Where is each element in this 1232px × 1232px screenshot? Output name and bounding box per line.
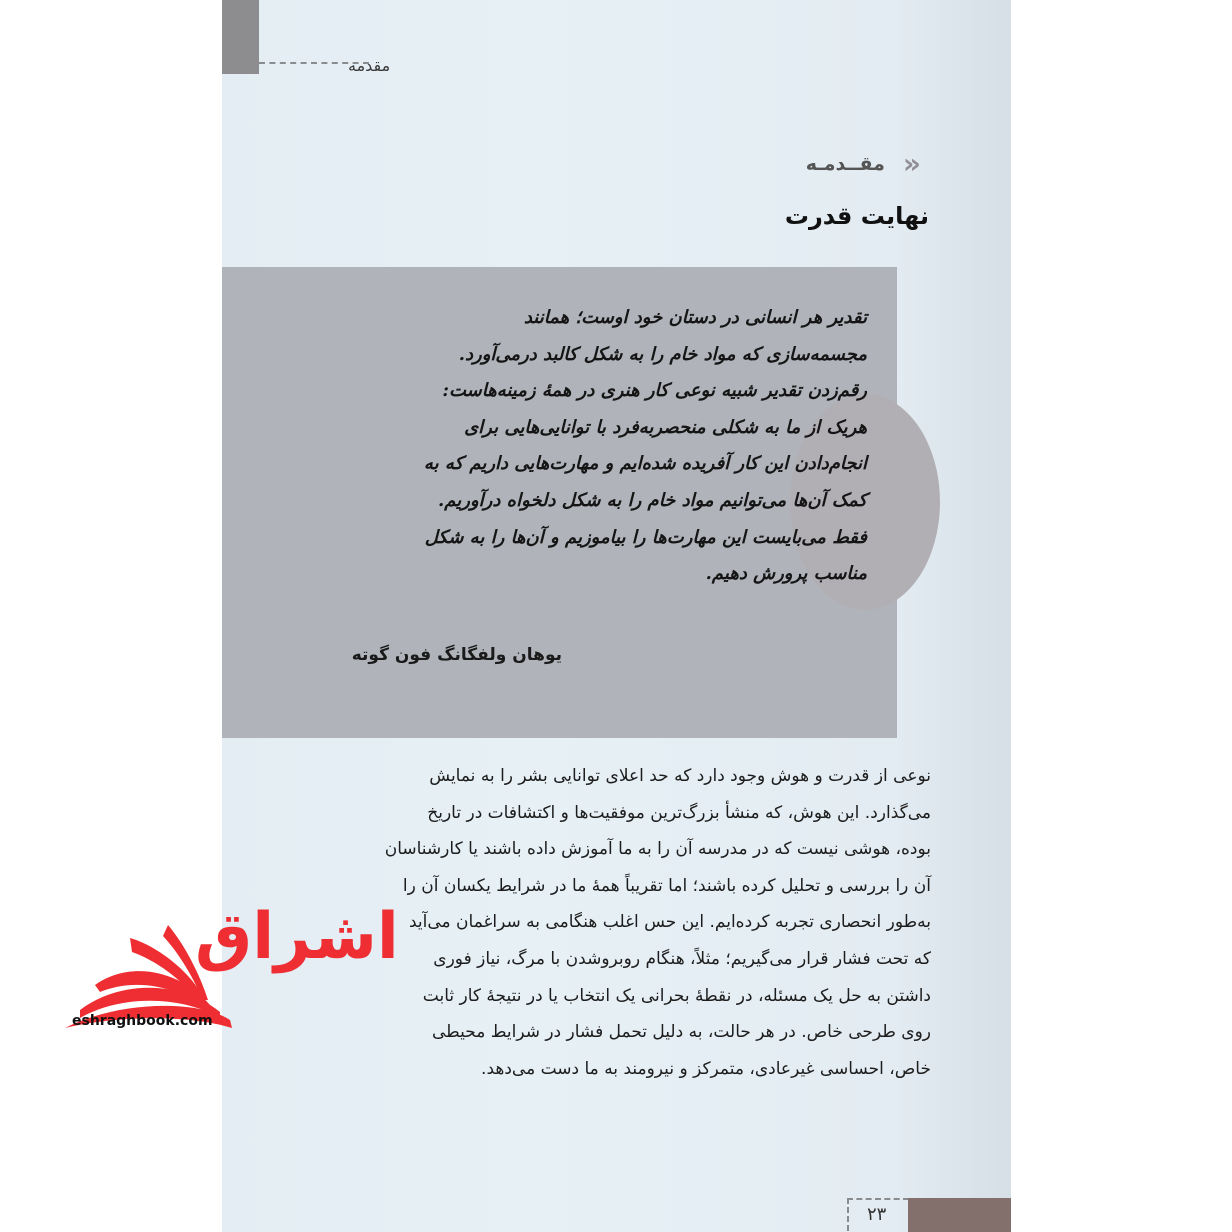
quote-line: رقم‌زدن تقدیر شبیه نوعی کار هنری در همهٔ زمینه‌هاست: bbox=[442, 380, 867, 402]
body-line: روی طرحی خاص. در هر حالت، به دلیل تحمل فشار در شرایط محیطی bbox=[432, 1022, 931, 1043]
body-line: نوعی از قدرت و هوش وجود دارد که حد اعلای توانایی بشر را به نمایش bbox=[429, 766, 931, 786]
chapter-title: نهایت قدرت bbox=[784, 202, 929, 230]
body-line: بوده، هوشی نیست که در مدرسه آن را به ما آموزش داده باشند یا کارشناسان bbox=[384, 839, 931, 860]
double-chevron-left-icon: « bbox=[902, 147, 921, 180]
epigraph-quote bbox=[372, 300, 867, 593]
body-line: می‌گذارد. این هوش، که منشأ بزرگ‌ترین موفقیت‌ها و اکتشافات در تاریخ bbox=[427, 802, 931, 823]
body-line: آن را بررسی و تحلیل کرده باشند؛ اما تقریباً همهٔ ما در شرایط یکسان آن را bbox=[402, 875, 931, 896]
quote-author: یوهان ولفگانگ فون گوته bbox=[351, 645, 562, 665]
body-line: خاص، احساسی غیرعادی، متمرکز و نیرومند به ما دست می‌دهد. bbox=[481, 1058, 931, 1079]
corner-decoration bbox=[222, 0, 259, 74]
section-label-text: مقــدمـه bbox=[805, 153, 885, 175]
book-page bbox=[222, 0, 1011, 1232]
body-line: که تحت فشار قرار می‌گیریم؛ مثلاً، هنگام روبروشدن با مرگ، نیاز فوری bbox=[433, 948, 931, 969]
page-number: ۲۳ bbox=[867, 1204, 887, 1225]
quote-line: مجسمه‌سازی که مواد خام را به شکل کالبد درمی‌آورد. bbox=[458, 343, 867, 365]
quote-line: کمک آن‌ها می‌توانیم مواد خام را به شکل دلخواه درآوریم. bbox=[438, 489, 867, 511]
quote-line: تقدیر هر انسانی در دستان خود اوست؛ همانند bbox=[523, 307, 867, 328]
watermark-logo-text: اشراق bbox=[195, 900, 399, 974]
watermark-url: eshraghbook.com bbox=[72, 1013, 213, 1029]
running-head: مقدمه bbox=[348, 56, 391, 75]
quote-line: فقط می‌بایست این مهارت‌ها را بیاموزیم و آن‌ها را به شکل bbox=[424, 526, 867, 548]
body-line: داشتن به حل یک مسئله، در نقطهٔ بحرانی یک انتخاب یا در نتیجهٔ کار ثابت bbox=[422, 985, 931, 1006]
folio-decoration bbox=[908, 1198, 1011, 1232]
quote-line: مناسب پرورش دهیم. bbox=[705, 563, 867, 585]
section-label bbox=[805, 147, 921, 180]
body-line: به‌طور انحصاری تجربه کرده‌ایم. این حس اغلب هنگامی به سراغمان می‌آید bbox=[408, 912, 931, 933]
quote-line: هریک از ما به شکلی منحصربه‌فرد با توانایی‌هایی برای bbox=[464, 416, 867, 438]
quote-line: انجام‌دادن این کار آفریده شده‌ایم و مهارت‌هایی داریم که به bbox=[423, 453, 867, 475]
